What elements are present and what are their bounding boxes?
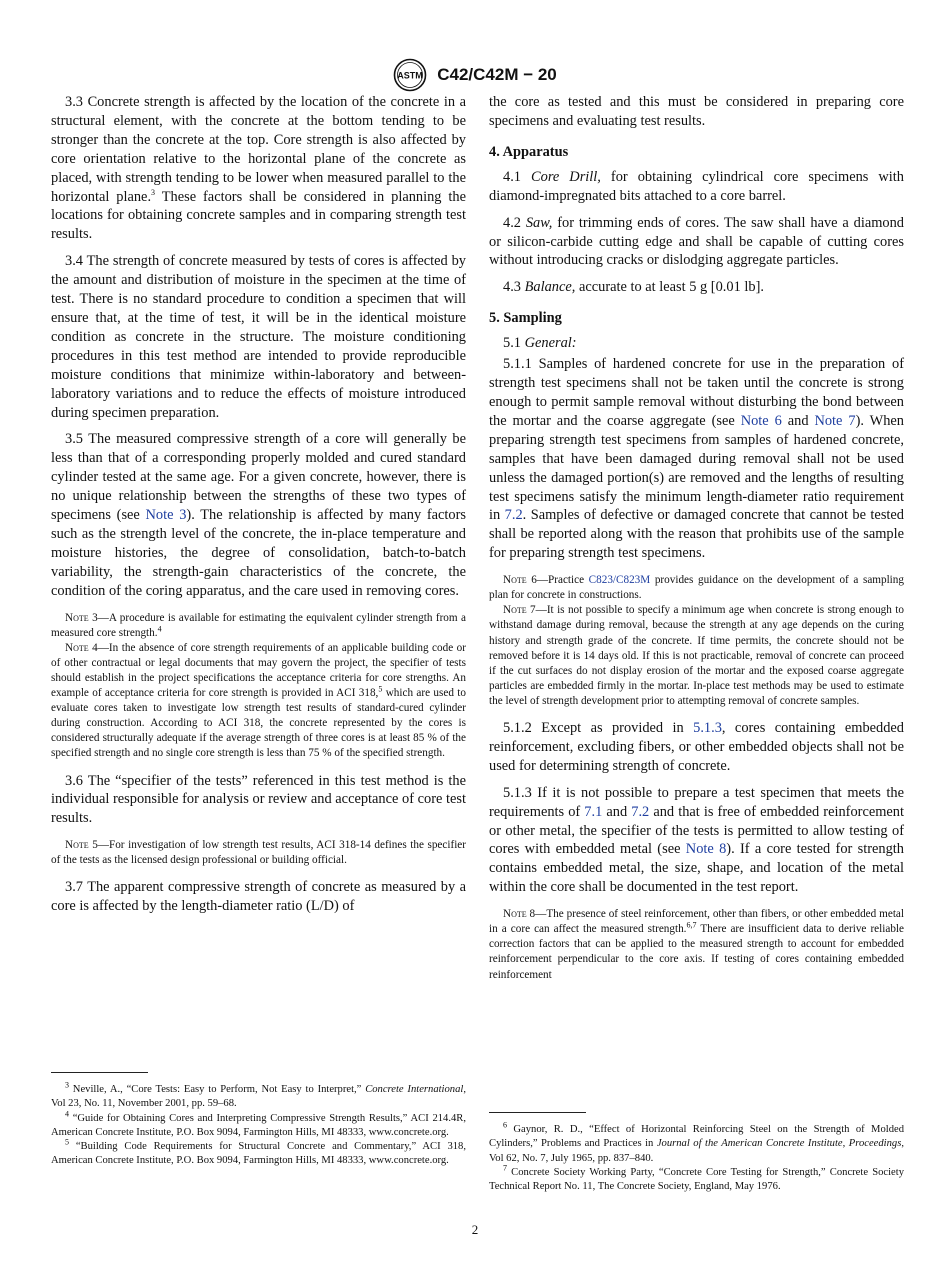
paragraph-5-1: 5.1 General:: [503, 335, 577, 352]
footnote-4: $^4$ “Guide for Obtaining Cores and Interpreting Compressive Strength Results,” ACI 214.4R, American Concrete Institute, P.O. Box 9094, Farmington Hills, MI 48333, www.concrete.org.: [51, 1109, 466, 1138]
link-section-7-2b[interactable]: 7.2: [631, 803, 650, 820]
link-section-7-1[interactable]: 7.1: [584, 803, 603, 820]
notes-8: [489, 907, 904, 982]
paragraph-3-7: 3.7 The apparent compressive strength of concrete as measured by a core is affected by the length-diameter ratio (L/D) of: [51, 879, 466, 915]
astm-logo-icon: [393, 58, 427, 92]
paragraph-3-3: 3.3 Concrete strength is affected by the location of the concrete in a structural element, with the concrete at the bottom tending to be stronger than the concrete at the top. Core strength is also affected by core orientation relative to the horizontal plane of the concrete as placed, with strength tending to be lower when measured parallel to the horizontal plane.$^3$ These factors shall be considered in planning the locations for obtaining concrete samples and in comparing strength test results.: [51, 94, 467, 243]
right-column: [489, 93, 904, 993]
paragraph-3-4: 3.4 The strength of concrete measured by tests of cores is affected by the amount and distribution of moisture in the specimen at the time of test. There is no standard procedure to condition a specimen that will ensure that, at the time of test, it will be in the identical moisture condition as concrete in the structure. The moisture conditioning procedures in this test method are intended to provide reproducible moisture conditions that minimize within-laboratory and between-laboratory variations and to reduce the effects of moisture introduced during specimen preparation.: [51, 253, 467, 421]
link-note-8[interactable]: Note 8: [685, 841, 727, 858]
page-header: [0, 58, 950, 92]
page-number: 2: [471, 1222, 479, 1237]
footnote-6: $^6$ Gaynor, R. D., “Effect of Horizontal Reinforcing Steel on the Strength of Molded Cylinders,” Problems and Practices in Journal of the American Concrete Institute, Proceedings, Vol 62, No. 7, July 1965, pp. 837–840.: [489, 1120, 904, 1164]
link-section-7-2[interactable]: 7.2: [504, 507, 523, 524]
note-8: Note 8—The presence of steel reinforcement, other than fibers, or other embedded metal in a core can affect the measured strength.$^{6,7}$ There are insufficient data to derive reliable correction factors that can be applied to the measured strength to account for embedded reinforcement perpendicular to the core axis. If testing of cores containing embedded reinforcement: [489, 908, 904, 981]
section-4-heading: 4. Apparatus: [489, 143, 569, 160]
document-designation: C42/C42M − 20: [437, 65, 557, 84]
logo-text: ASTM: [397, 70, 423, 81]
notes-6-7: [489, 573, 904, 709]
footnote-7: $^7$ Concrete Society Working Party, “Concrete Core Testing for Strength,” Concrete Society Technical Report No. 11, The Concrete Society, England, May 1976.: [489, 1163, 904, 1193]
paragraph-4-3: 4.3 Balance, accurate to at least 5 g [0.01 lb].: [503, 279, 764, 296]
footnotes-right: [489, 1112, 904, 1194]
notes-5: [51, 838, 466, 868]
section-5-heading: 5. Sampling: [489, 310, 562, 327]
link-note-3[interactable]: Note 3: [145, 507, 187, 524]
notes-3-4: [51, 611, 466, 762]
footnote-divider: [51, 1072, 148, 1073]
note-7: Note 7—It is not possible to specify a minimum age when concrete is strong enough to withstand damage during removal, because the strength at any age depends on the curing history and strength grade of the concrete. If time permits, the concrete should not be removed before it is 14 days old. If this is not practicable, removal of concrete can proceed if the cut surfaces do not display erosion of the mortar and the exposed coarse aggregate particles are embedded firmly in the mortar. In-place test methods may be used to estimate the level of strength development prior to attempting removal of concrete samples.: [489, 604, 904, 707]
paragraph-4-2: 4.2 Saw, for trimming ends of cores. The saw shall have a diamond or silicon-carbide cutting edge and shall be capable of cutting cores without introducing cracks or dislodging aggregate particles.: [489, 214, 904, 269]
note-3: Note 3—A procedure is available for estimating the equivalent cylinder strength from a measured core strength.$^4$: [51, 611, 466, 639]
note-5: Note 5—For investigation of low strength test results, ACI 318-14 defines the specifier of the tests as the licensed design professional or building official.: [51, 839, 466, 867]
footnotes-left: [51, 1072, 466, 1169]
link-note-6[interactable]: Note 6: [740, 412, 782, 429]
paragraph-5-1-3: 5.1.3 If it is not possible to prepare a test specimen that meets the requirements of 7.1 and 7.2 and that is free of embedded reinforcement or other metal, the specifier of the tests is permitted to allow testing of cores with embedded metal (see Note 8). If a core tested for strength contains embedded metal, the size, shape, and location of the metal within the core shall be documented in the test report.: [489, 784, 904, 896]
note-4: Note 4—In the absence of core strength requirements of an applicable building code or of other contractual or legal documents that may govern the project, the specifier of tests should establish in the project specifications the acceptance criteria for core strengths. An example of acceptance criteria for core strength is provided in ACI 318,$^5$ which are used to evaluate cores taken to investigate low strength test results of standard-cured cylinder during construction. According to ACI 318, the concrete represented by the cores is considered structurally adequate if the average strength of three cores is at least 85 % of the specified strength and no single core strength is less than 75 % of the specified strength.: [51, 641, 466, 760]
paragraph-4-1: 4.1 Core Drill, for obtaining cylindrical core specimens with diamond-impregnated bits attached to a core barrel.: [489, 168, 904, 204]
link-section-5-1-3[interactable]: 5.1.3: [693, 719, 722, 736]
footnote-5: $^5$ “Building Code Requirements for Structural Concrete and Commentary,” ACI 318, American Concrete Institute, P.O. Box 9094, Farmington Hills, MI 48333, www.concrete.org.: [51, 1137, 466, 1167]
paragraph-5-1-2: 5.1.2 Except as provided in 5.1.3, cores containing embedded reinforcement, excluding fibers, or other embedded objects shall not be used for determining strength of concrete.: [489, 719, 904, 774]
footnote-3: $^3$ Neville, A., “Core Tests: Easy to Perform, Not Easy to Interpret,” Concrete International, Vol 23, No. 11, November 2001, pp. 59–68.: [51, 1080, 466, 1110]
link-note-7[interactable]: Note 7: [814, 412, 856, 429]
note-6: Note 6—Practice C823/C823M provides guidance on the development of a sampling plan for concrete in constructions.: [489, 574, 904, 602]
paragraph-3-6: 3.6 The “specifier of the tests” referenced in this test method is the individual responsible for analysis or review and acceptance of core test results.: [51, 772, 466, 827]
paragraph-5-1-1: 5.1.1 Samples of hardened concrete for use in the preparation of strength test specimens shall not be taken until the concrete is strong enough to permit sample removal without disturbing the bond between the mortar and the coarse aggregate (see Note 6 and Note 7). When preparing strength test specimens from samples of hardened concrete, samples that have been damaged during removal shall not be used unless the damaged portion(s) are removed and the lengths of resulting test specimens satisfy the minimum length-diameter ratio requirement in 7.2. Samples of defective or damaged concrete that cannot be tested shall be reported along with the reason that prohibits use of the sample for preparing strength test specimens.: [489, 356, 904, 562]
paragraph-continuation: the core as tested and this must be considered in preparing core specimens and evaluating test results.: [489, 94, 904, 129]
link-c823[interactable]: C823/C823M: [588, 574, 651, 587]
footnote-divider: [489, 1112, 586, 1113]
left-column: [51, 93, 466, 924]
paragraph-3-5: 3.5 The measured compressive strength of a core will generally be less than that of a corresponding properly molded and cured standard cylinder tested at the same age. For a given concrete, however, there is no unique relationship between the strengths of these two types of specimens (see Note 3). The relationship is affected by many factors such as the strength level of the concrete, the in-place temperature and moisture histories, the degree of consolidation, batch-to-batch variability, the strength-gain characteristics of the concrete, the condition of the coring apparatus, and the care used in removing cores.: [51, 431, 467, 599]
